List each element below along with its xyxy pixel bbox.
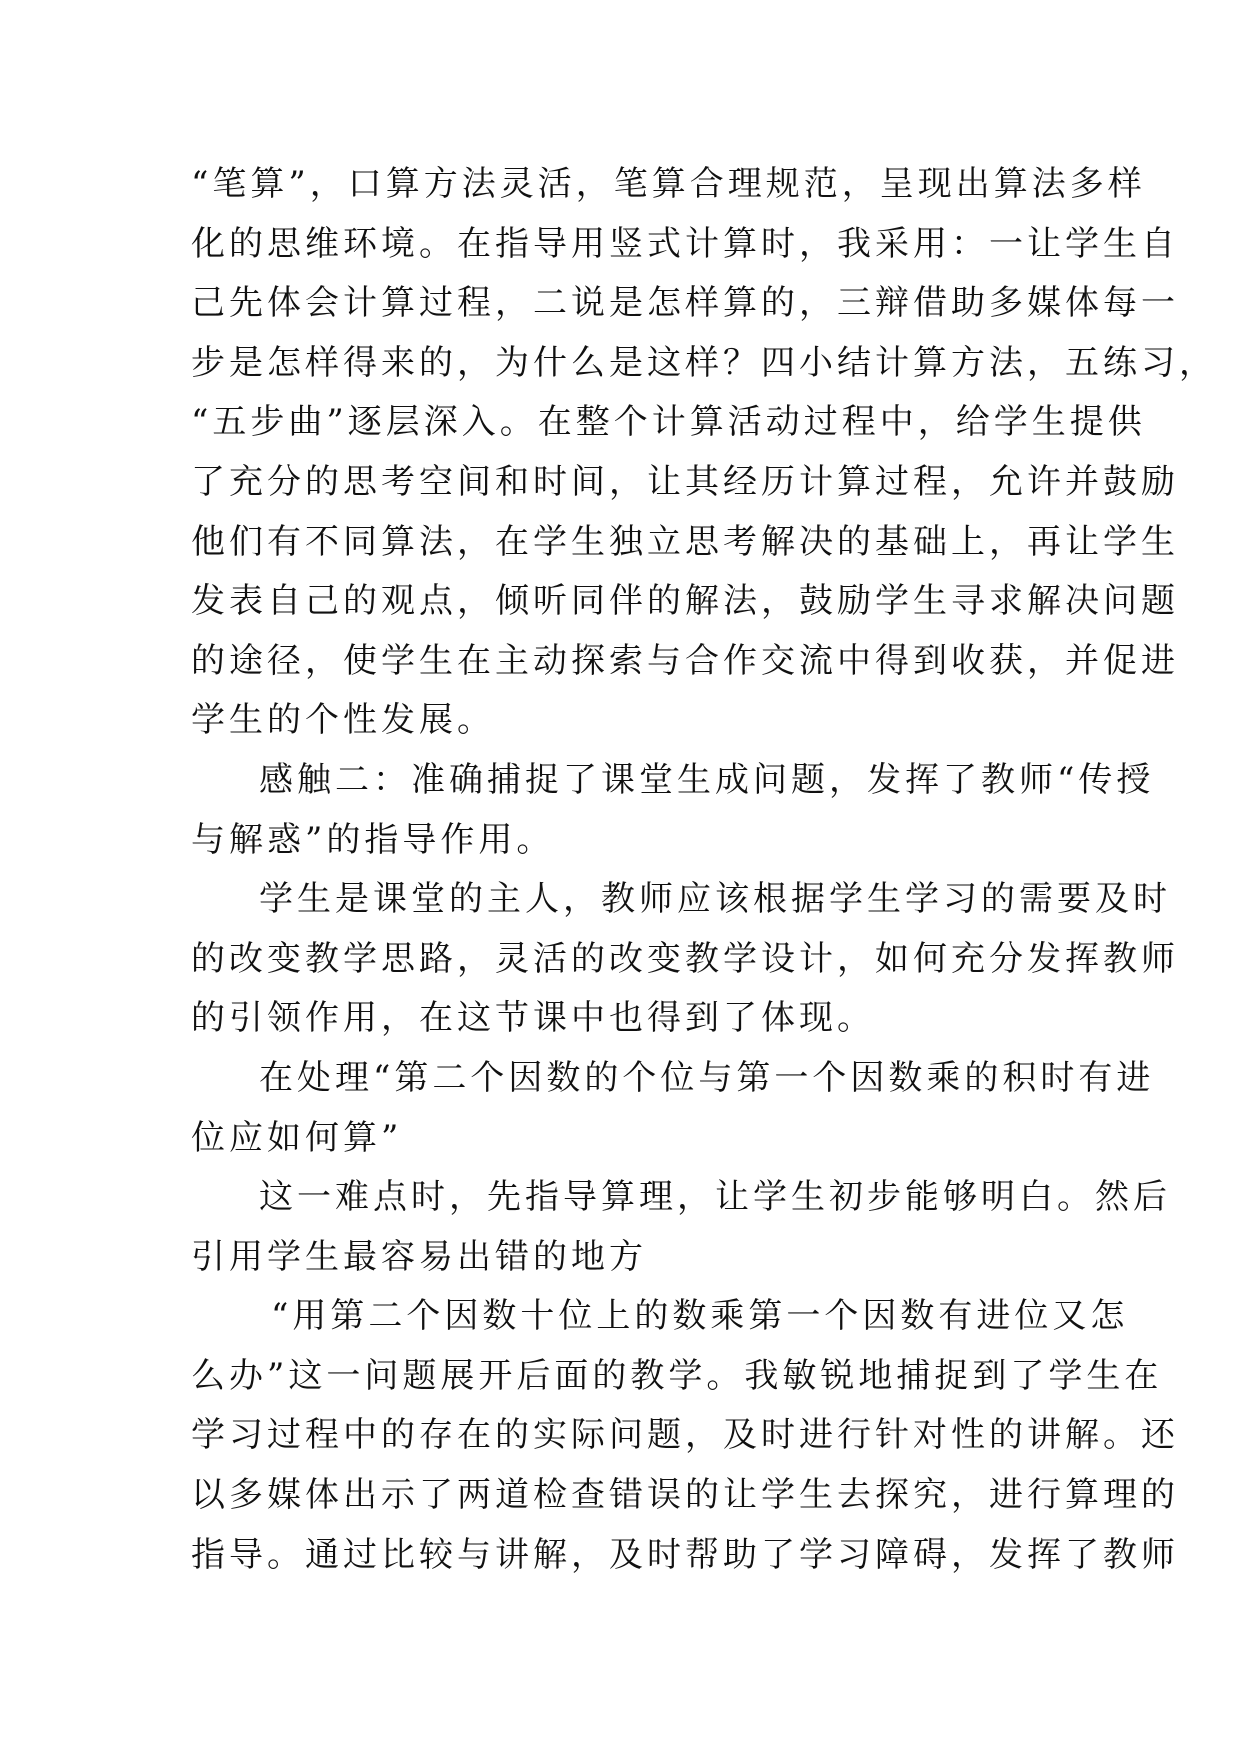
text-line: 在处理“第二个因数的个位与第一个因数乘的积时有进	[259, 1057, 1155, 1098]
text-line: 化的思维环境。在指导用竖式计算时，我采用：一让学生自	[191, 223, 1179, 264]
text-line: 位应如何算”	[191, 1117, 403, 1158]
text-line: “用第二个因数十位上的数乘第一个因数有进位又怎	[271, 1296, 1129, 1337]
text-line: 他们有不同算法，在学生独立思考解决的基础上，再让学生	[191, 521, 1179, 562]
text-line: 的途径，使学生在主动探索与合作交流中得到收获，并促进	[191, 640, 1179, 681]
text-line: “笔算”，口算方法灵活，笔算合理规范，呈现出算法多样	[191, 164, 1146, 204]
text-line: 么办”这一问题展开后面的教学。我敏锐地捕捉到了学生在	[191, 1355, 1163, 1396]
section-heading-line: 与解惑”的指导作用。	[191, 819, 555, 860]
text-line: 的改变教学思路，灵活的改变教学设计，如何充分发挥教师	[191, 938, 1179, 979]
text-line: 己先体会计算过程，二说是怎样算的，三辩借助多媒体每一	[191, 283, 1179, 324]
text-line: 学习过程中的存在的实际问题，及时进行针对性的讲解。还	[191, 1415, 1179, 1456]
text-line: 步是怎样得来的，为什么是这样？四小结计算方法，五练习，	[191, 342, 1217, 383]
text-line: 的引领作用，在这节课中也得到了体现。	[191, 998, 875, 1039]
section-heading-line: 感触二：准确捕捉了课堂生成问题，发挥了教师“传授	[259, 759, 1155, 800]
text-line: 指导。通过比较与讲解，及时帮助了学习障碍，发挥了教师	[191, 1534, 1179, 1575]
text-line: 以多媒体出示了两道检查错误的让学生去探究，进行算理的	[191, 1475, 1179, 1516]
text-line: 学生是课堂的主人，教师应该根据学生学习的需要及时	[259, 879, 1171, 920]
document-body	[191, 155, 1217, 1585]
text-line: 学生的个性发展。	[191, 700, 495, 741]
text-line: “五步曲”逐层深入。在整个计算活动过程中，给学生提供	[191, 402, 1146, 443]
text-line: 引用学生最容易出错的地方	[191, 1236, 647, 1277]
text-line: 发表自己的观点，倾听同伴的解法，鼓励学生寻求解决问题	[191, 581, 1179, 622]
text-line: 这一难点时，先指导算理，让学生初步能够明白。然后	[259, 1177, 1171, 1218]
text-line: 了充分的思考空间和时间，让其经历计算过程，允许并鼓励	[191, 461, 1179, 502]
